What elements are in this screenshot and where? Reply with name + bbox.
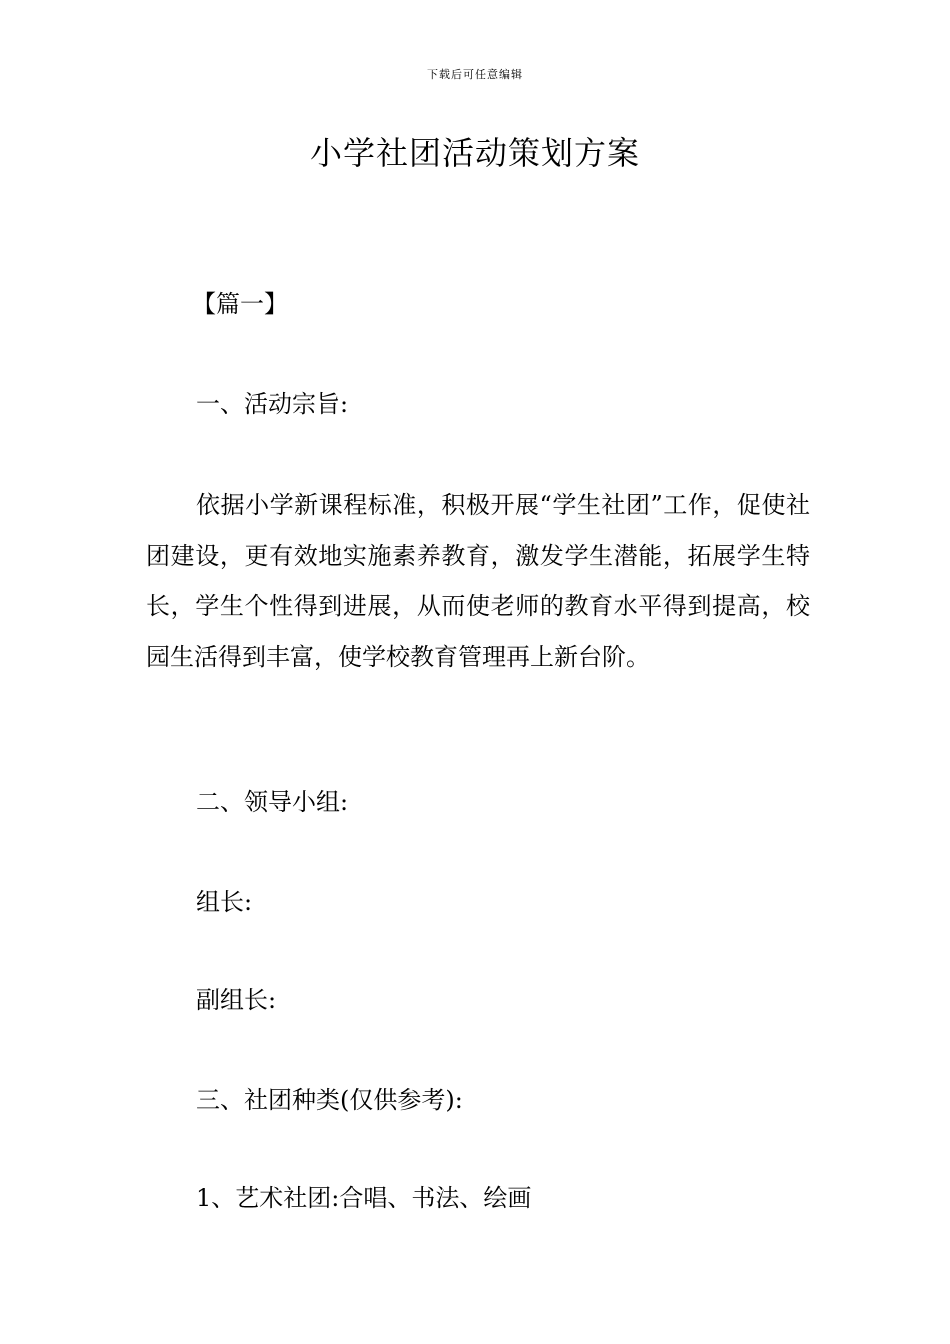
heading-purpose: 一、活动宗旨: [196, 390, 349, 418]
section-tag: 【篇一】 [192, 290, 288, 318]
heading-club-types: 三、社团种类(仅供参考): [196, 1086, 463, 1114]
page-title: 小学社团活动策划方案 [309, 134, 640, 172]
paragraph-purpose: 依据小学新课程标准，积极开展“学生社团”工作，促使社团建设，更有效地实施素养教育，激发学生潜能，拓展学生特长，学生个性得到进展，从而使老师的教育水平得到提高，校园生活得到丰富，使学校教育管理再上新台阶。 [146, 491, 810, 671]
leader-label: 组长: [196, 888, 253, 916]
download-note: 下载后可任意编辑 [427, 68, 523, 81]
list-item: 1、艺术社团:合唱、书法、绘画 [196, 1184, 532, 1212]
heading-leadership: 二、领导小组: [196, 788, 349, 816]
deputy-leader-label: 副组长: [196, 986, 277, 1014]
